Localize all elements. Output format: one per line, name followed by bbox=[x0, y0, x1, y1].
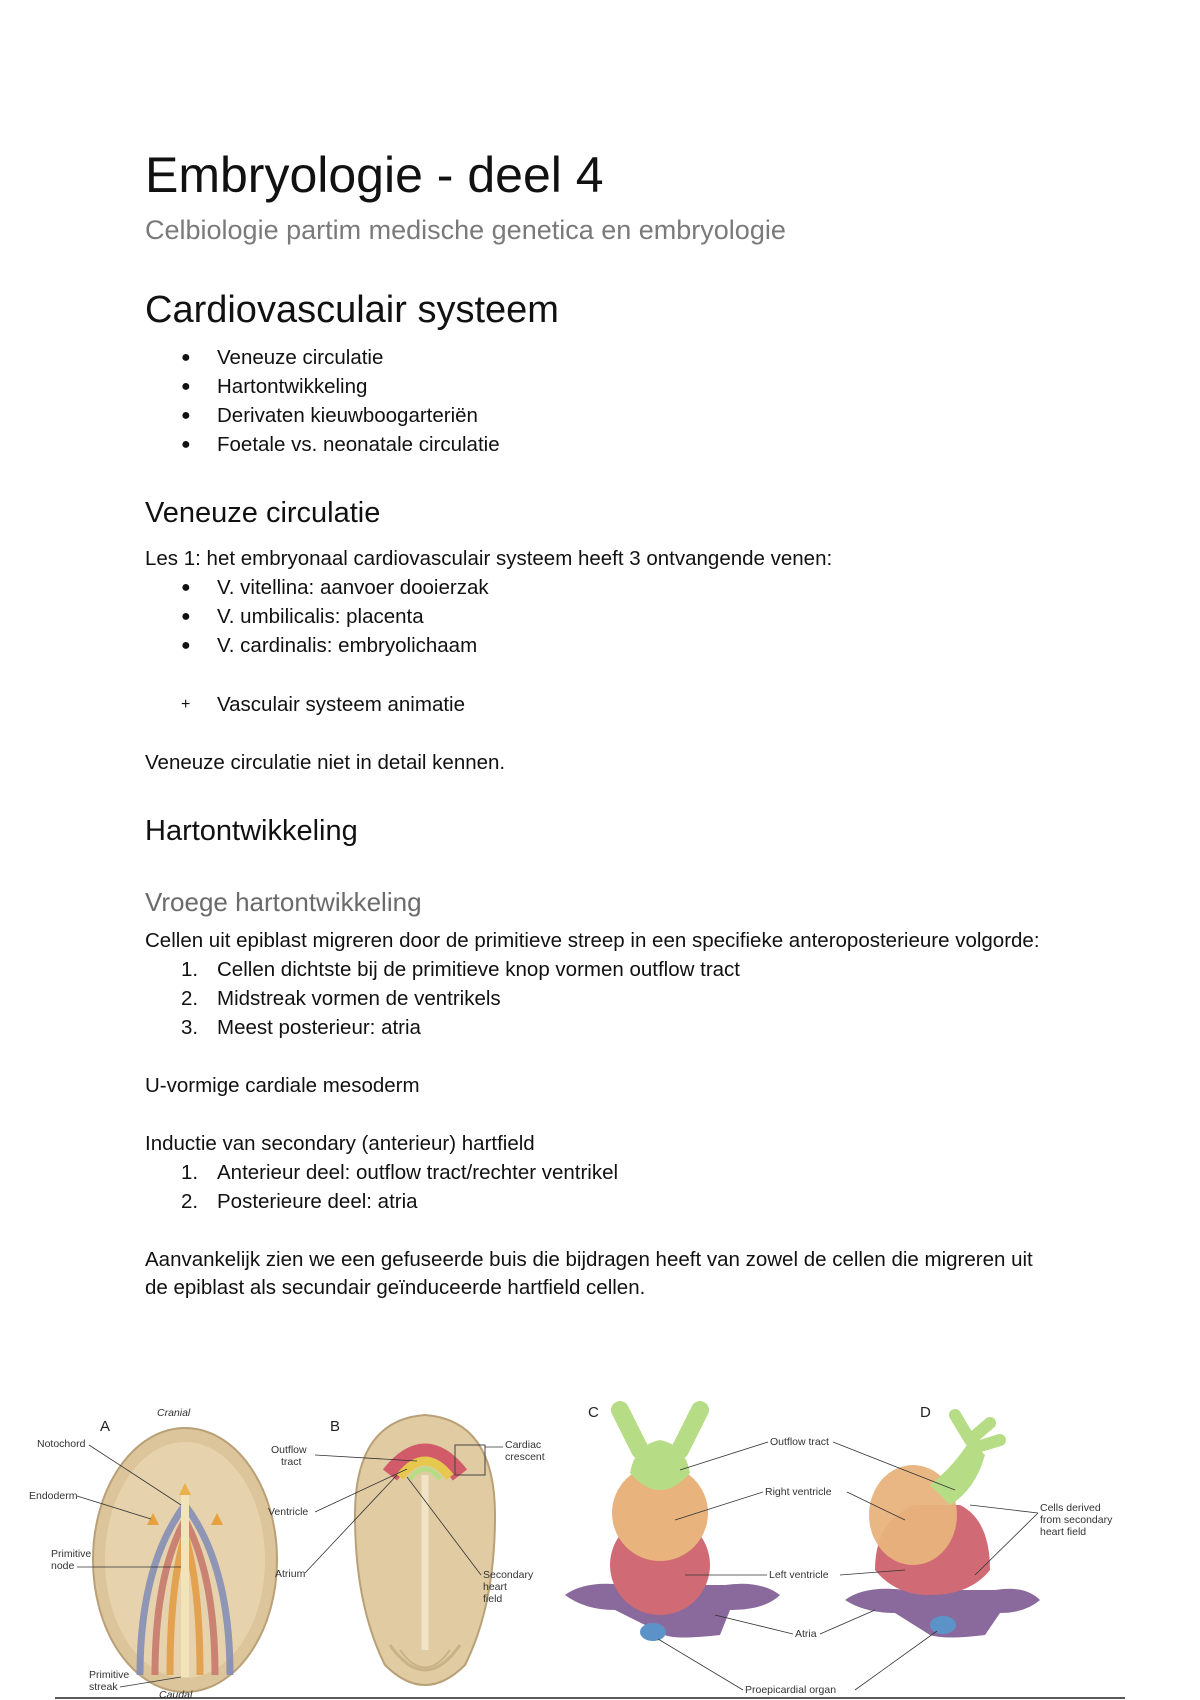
spacer bbox=[145, 660, 1045, 690]
heading-veneuze-circulatie: Veneuze circulatie bbox=[145, 497, 381, 529]
panel-c-heart bbox=[565, 1410, 780, 1641]
panel-label-a: A bbox=[100, 1418, 111, 1435]
heart-development-figure bbox=[25, 1395, 1150, 1700]
list-item: 1. Cellen dichtste bij de primitieve knop vormen outflow tract bbox=[181, 958, 740, 981]
numbered-list bbox=[145, 1158, 1045, 1216]
spacer bbox=[145, 1100, 1045, 1130]
panel-label-d: D bbox=[920, 1404, 931, 1421]
animation-list bbox=[145, 690, 1045, 719]
bullet-marker: ● bbox=[181, 436, 191, 453]
list-item: ● Foetale vs. neonatale circulatie bbox=[145, 430, 1045, 459]
label-cardiac-crescent: Cardiac bbox=[505, 1439, 542, 1451]
svg-text:from secondary: from secondary bbox=[1040, 1514, 1113, 1526]
heading-cardiovasculair: Cardiovasculair systeem bbox=[145, 289, 559, 331]
document-subtitle: Celbiologie partim medische genetica en embryologie bbox=[145, 215, 786, 245]
bullet-marker: ● bbox=[181, 637, 191, 654]
list-item: ● V. cardinalis: embryolichaam bbox=[145, 631, 1045, 660]
list-item[interactable] bbox=[145, 690, 1045, 719]
paragraph: Inductie van secondary (anterieur) hartfield bbox=[145, 1132, 535, 1155]
label-atria: Atria bbox=[795, 1628, 817, 1640]
list-item: ● Hartontwikkeling bbox=[145, 372, 1045, 401]
bullet-marker: ● bbox=[181, 608, 191, 625]
bullet-marker: ● bbox=[181, 579, 191, 596]
svg-text:tract: tract bbox=[281, 1456, 302, 1468]
label-caudal: Caudal bbox=[159, 1689, 193, 1700]
heading-hartontwikkeling: Hartontwikkeling bbox=[145, 815, 358, 847]
topic-list bbox=[145, 343, 1045, 459]
subheading-vroege-hartontwikkeling: Vroege hartontwikkeling bbox=[145, 887, 422, 917]
label-proepicardial-organ: Proepicardial organ bbox=[745, 1684, 837, 1696]
spacer bbox=[145, 1042, 1045, 1072]
bullet-marker: ● bbox=[181, 378, 191, 395]
list-item: ● Derivaten kieuwboogarteriën bbox=[145, 401, 1045, 430]
numbered-list bbox=[145, 955, 1045, 1042]
animation-link[interactable]: Vasculair systeem animatie bbox=[217, 693, 465, 716]
document-title: Embryologie - deel 4 bbox=[145, 147, 604, 203]
label-primitive-node: Primitive bbox=[51, 1548, 92, 1560]
svg-text:streak: streak bbox=[89, 1681, 118, 1693]
vein-list bbox=[145, 573, 1045, 660]
plus-marker: + bbox=[181, 696, 191, 713]
bullet-marker: ● bbox=[181, 407, 191, 424]
label-cranial: Cranial bbox=[157, 1407, 191, 1419]
label-left-ventricle: Left ventricle bbox=[769, 1569, 829, 1581]
label-right-ventricle: Right ventricle bbox=[765, 1486, 832, 1498]
label-endoderm: Endoderm bbox=[29, 1490, 78, 1502]
list-item: 3. Meest posterieur: atria bbox=[181, 1016, 421, 1039]
paragraph: Aanvankelijk zien we een gefuseerde buis die bijdragen heeft van zowel de cellen die migreren uit de epiblast als secundair geïnduceerde hartfield cellen. bbox=[145, 1248, 1033, 1299]
document-body bbox=[145, 145, 1045, 1302]
svg-text:heart field: heart field bbox=[1040, 1526, 1087, 1538]
label-outflow-tract-cd: Outflow tract bbox=[770, 1436, 829, 1448]
heart-development-illustration bbox=[25, 1395, 1150, 1700]
panel-b-embryo bbox=[268, 1415, 545, 1685]
label-cells-secondary-heart-field: Cells derived bbox=[1040, 1502, 1101, 1514]
panel-label-b: B bbox=[330, 1418, 341, 1435]
svg-text:crescent: crescent bbox=[505, 1451, 545, 1463]
svg-text:heart: heart bbox=[483, 1581, 507, 1593]
list-item: ● V. vitellina: aanvoer dooierzak bbox=[145, 573, 1045, 602]
label-ventricle: Ventricle bbox=[268, 1506, 309, 1518]
label-atrium: Atrium bbox=[275, 1568, 306, 1580]
paragraph: Veneuze circulatie niet in detail kennen. bbox=[145, 751, 506, 774]
paragraph: U-vormige cardiale mesoderm bbox=[145, 1074, 420, 1097]
panel-d-heart bbox=[845, 1415, 1040, 1638]
panel-label-c: C bbox=[588, 1404, 599, 1421]
label-notochord: Notochord bbox=[37, 1438, 86, 1450]
label-primitive-streak: Primitive bbox=[89, 1669, 130, 1681]
label-secondary-heart-field: Secondary bbox=[483, 1569, 534, 1581]
list-item: 1. Anterieur deel: outflow tract/rechter ventrikel bbox=[181, 1161, 619, 1184]
paragraph: Cellen uit epiblast migreren door de primitieve streep in een specifieke anteroposterieure volgorde: bbox=[145, 929, 1040, 952]
panel-a-embryo bbox=[29, 1407, 277, 1700]
list-item: ● Veneuze circulatie bbox=[145, 343, 1045, 372]
list-item: 2. Midstreak vormen de ventrikels bbox=[181, 987, 501, 1010]
label-outflow-tract: Outflow bbox=[271, 1444, 307, 1456]
paragraph: Les 1: het embryonaal cardiovasculair systeem heeft 3 ontvangende venen: bbox=[145, 547, 833, 570]
svg-text:field: field bbox=[483, 1593, 503, 1605]
bullet-marker: ● bbox=[181, 349, 191, 366]
spacer bbox=[145, 719, 1045, 749]
list-item: ● V. umbilicalis: placenta bbox=[145, 602, 1045, 631]
svg-text:node: node bbox=[51, 1560, 75, 1572]
list-item: 2. Posterieure deel: atria bbox=[181, 1190, 418, 1213]
spacer bbox=[145, 1216, 1045, 1246]
